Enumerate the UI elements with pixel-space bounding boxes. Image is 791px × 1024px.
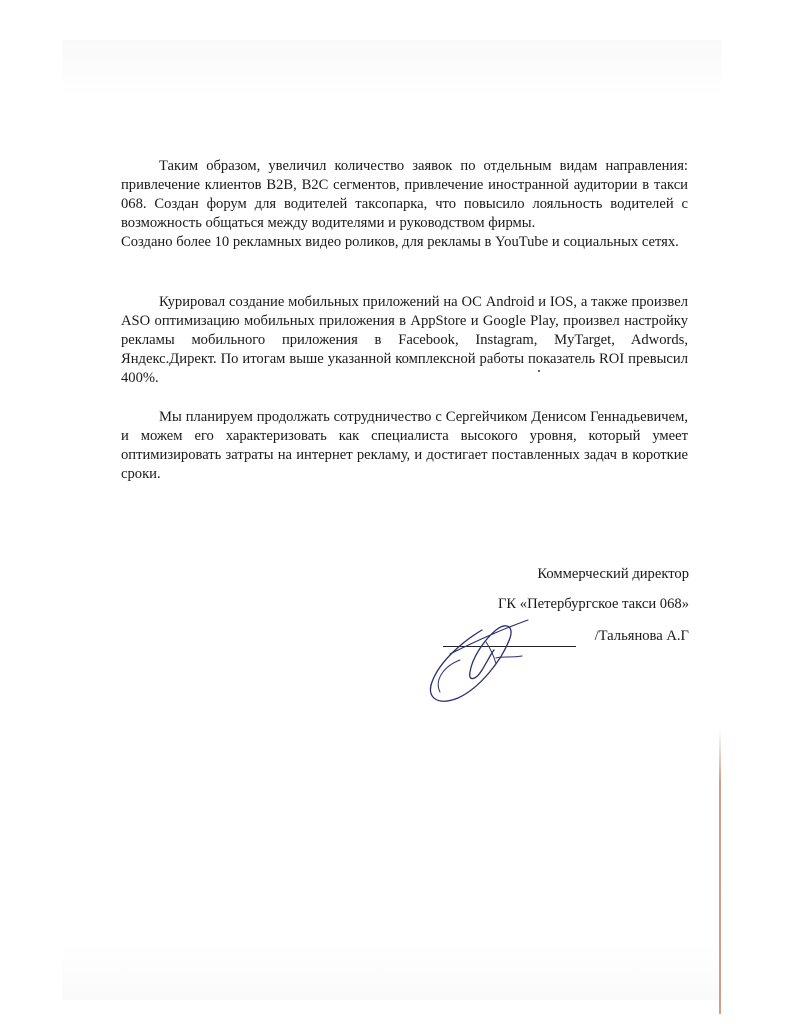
paper-edge-mark <box>719 730 721 1014</box>
signer-company: ГК «Петербургское такси 068» <box>497 596 689 612</box>
paragraph-results-video: Создано более 10 рекламных видео роликов, для рекламы в YouTube и социальных сетях. <box>121 234 679 250</box>
paragraph-recommendation <box>121 408 688 484</box>
paragraph-mobile-apps-text: Курировал создание мобильных приложений на ОС Android и IOS, а также произвел ASO оптимизацию мобильных приложения в AppStore и Google Play, произвел настройку рекламы мобильного приложения в Facebook, Instagram, MyTarget, Adwords, Яндекс.Директ. По итогам выше указанной комплексной работы показатель ROI превысил 400%. <box>121 294 688 386</box>
stray-dot-mark <box>538 370 540 372</box>
paragraph-recommendation-text: Мы планируем продолжать сотрудничество с Сергейчиком Денисом Геннадьевичем, и можем его характеризовать как специалиста высокого уровня, который умеет оптимизировать затраты на интернет рекламу, и достигает поставленных задач в короткие сроки. <box>121 409 688 482</box>
paragraph-results-main: Таким образом, увеличил количество заявок по отдельным видам направления: привлечение клиентов B2B, B2C сегментов, привлечение иностранной аудитории в такси 068. Создан форум для водителей таксопарка, что повысило лояльность водителей с возможность общаться между водителями и руководством фирмы. <box>121 158 688 231</box>
handwritten-signature <box>410 600 550 715</box>
paragraph-results <box>121 157 688 252</box>
paragraph-mobile-apps <box>121 293 688 388</box>
signer-name: /Тальянова А.Г <box>594 628 689 644</box>
signer-position: Коммерческий директор <box>537 566 689 582</box>
